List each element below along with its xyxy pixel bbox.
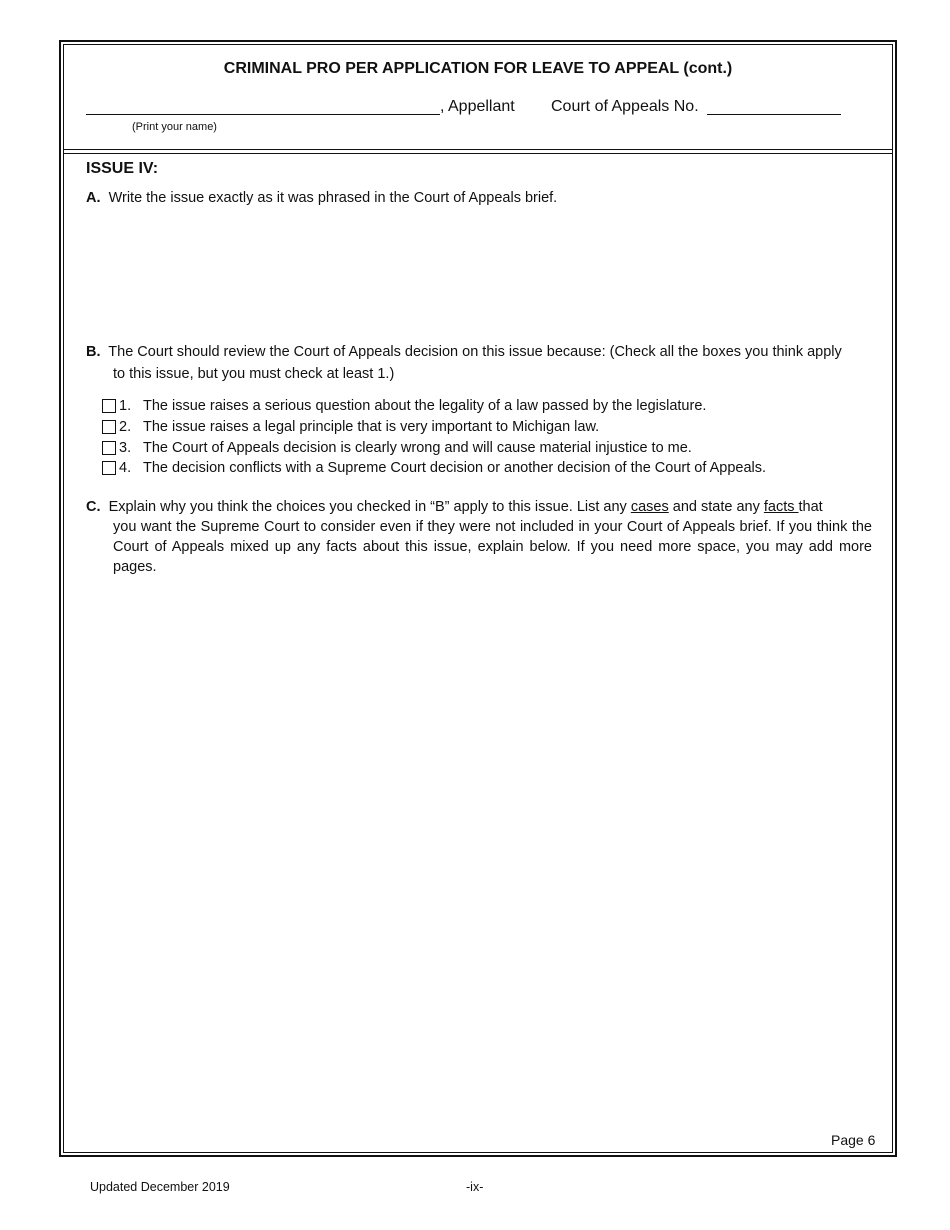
roman-page-number: -ix- [466,1180,484,1194]
appellant-label: , Appellant [440,98,515,115]
reason-row [102,438,692,458]
section-a [86,188,557,208]
facts-term: facts [763,499,799,515]
updated-date: Updated December 2019 [90,1180,230,1194]
reason-checkbox-2[interactable] [102,420,116,434]
header-divider [63,149,893,150]
reason-number: 3. [119,440,132,456]
section-c-text: Explain why you think the choices you checked in “B” apply to this issue. List any [108,499,631,515]
section-c-text: that [798,499,823,515]
reason-text: The Court of Appeals decision is clearly wrong and will cause material injustice to me. [143,440,692,456]
reason-checkbox-4[interactable] [102,461,116,475]
issue-heading: ISSUE IV: [86,160,159,177]
reason-row [102,396,706,416]
section-c [86,497,872,577]
reason-number: 4. [119,460,132,476]
section-a-text: Write the issue exactly as it was phrased in the Court of Appeals brief. [108,190,558,206]
reason-row [102,458,766,478]
reason-row [102,417,599,437]
reason-checkbox-3[interactable] [102,441,116,455]
form-title: CRIMINAL PRO PER APPLICATION FOR LEAVE TO APPEAL (cont.) [223,60,733,77]
section-c-label: C. [86,499,101,515]
cases-term: cases [630,499,669,515]
coa-number-label: Court of Appeals No. [551,98,699,115]
section-a-label: A. [86,190,101,206]
reason-text: The decision conflicts with a Supreme Court decision or another decision of the Court of Appeals. [143,460,767,476]
form-inner-border [63,44,893,1153]
section-b-label: B. [86,344,101,360]
section-b [86,342,886,362]
section-b-text-cont: to this issue, but you must check at least 1.) [113,366,395,382]
reason-text: The issue raises a legal principle that is very important to Michigan law. [143,419,600,435]
coa-number-field[interactable] [707,114,841,115]
reason-number: 1. [119,398,132,414]
page-number: Page 6 [831,1132,876,1148]
section-b-text: The Court should review the Court of Appeals decision on this issue because: (Check all the boxes you think apply [108,344,842,360]
header-divider [63,153,893,154]
print-name-hint: (Print your name) [132,121,217,133]
reason-number: 2. [119,419,132,435]
section-c-text-cont: you want the Supreme Court to consider even if they were not included in your Court of Appeals brief. If you think the Court of Appeals mixed up any facts about this issue, explain below. If you need more space, you may add more pages. [113,519,872,575]
reason-checkbox-1[interactable] [102,399,116,413]
reason-text: The issue raises a serious question about the legality of a law passed by the legislature. [143,398,707,414]
appellant-name-field[interactable] [86,114,440,115]
section-c-text: and state any [668,499,764,515]
